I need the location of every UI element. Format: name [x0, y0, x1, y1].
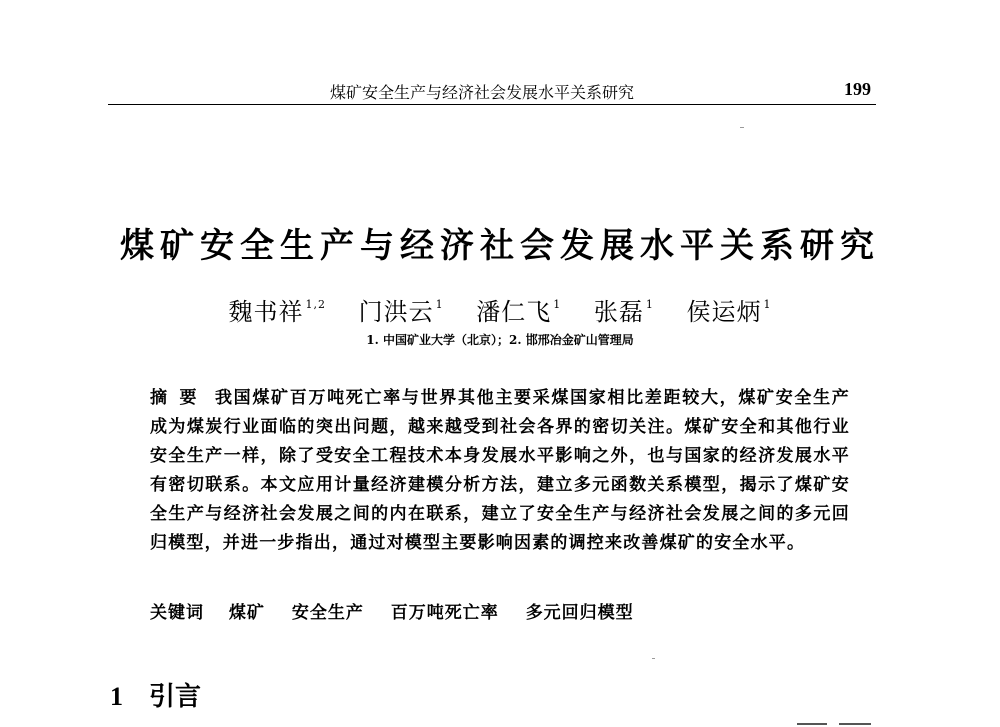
author [476, 298, 561, 326]
author-affiliation-mark: 1 [645, 298, 654, 311]
keyword: 多元回归模型 [525, 603, 634, 623]
author [687, 298, 772, 326]
affiliation: 1. 中国矿业大学（北京）；2. 邯邢冶金矿山管理局 [366, 333, 634, 347]
scan-speck [652, 658, 655, 659]
section-heading [110, 676, 201, 713]
abstract [150, 384, 850, 558]
keywords-label: 关键词 [150, 603, 204, 623]
section-title: 引言 [149, 682, 202, 712]
running-header-title: 煤矿安全生产与经济社会发展水平关系研究 [330, 83, 635, 102]
author-name: 门洪云 [358, 298, 434, 326]
author-affiliation-mark: 1,2 [305, 298, 326, 311]
author [594, 298, 654, 326]
abstract-label: 摘要 [150, 388, 209, 408]
article-title: 煤矿安全生产与经济社会发展水平关系研究 [120, 226, 880, 266]
keywords [150, 598, 850, 623]
author-affiliation-mark: 1 [435, 298, 444, 311]
author-name: 潘仁飞 [476, 298, 552, 326]
keyword: 百万吨死亡率 [390, 603, 499, 623]
section-number: 1 [110, 682, 123, 711]
author-affiliation-mark: 1 [763, 298, 772, 311]
author-name: 魏书祥 [228, 298, 304, 326]
keyword: 安全生产 [291, 603, 364, 623]
header-rule [108, 104, 876, 105]
cropped-text-fragment [795, 716, 875, 727]
author [359, 298, 444, 326]
author-name: 侯运炳 [686, 298, 762, 326]
scan-speck [740, 127, 744, 128]
abstract-text: 我国煤矿百万吨死亡率与世界其他主要采煤国家相比差距较大，煤矿安全生产成为煤炭行业面临的突出问题，越来越受到社会各界的密切关注。煤矿安全和其他行业安全生产一样，除了受安全工程技术本身发展水平影响之外，也与国家的经济发展水平有密切联系。本文应用计量经济建模分析方法，建立多元函数关系模型，揭示了煤矿安全生产与经济社会发展之间的内在联系，建立了安全生产与经济社会发展之间的多元回归模型，并进一步指出，通过对模型主要影响因素的调控来改善煤矿的安全水平。 [150, 388, 850, 553]
keyword: 煤矿 [228, 603, 265, 623]
author-affiliation-mark: 1 [553, 298, 562, 311]
page-number: 199 [844, 79, 871, 99]
author-list [0, 292, 1000, 327]
author [228, 298, 326, 326]
author-name: 张磊 [593, 298, 644, 326]
